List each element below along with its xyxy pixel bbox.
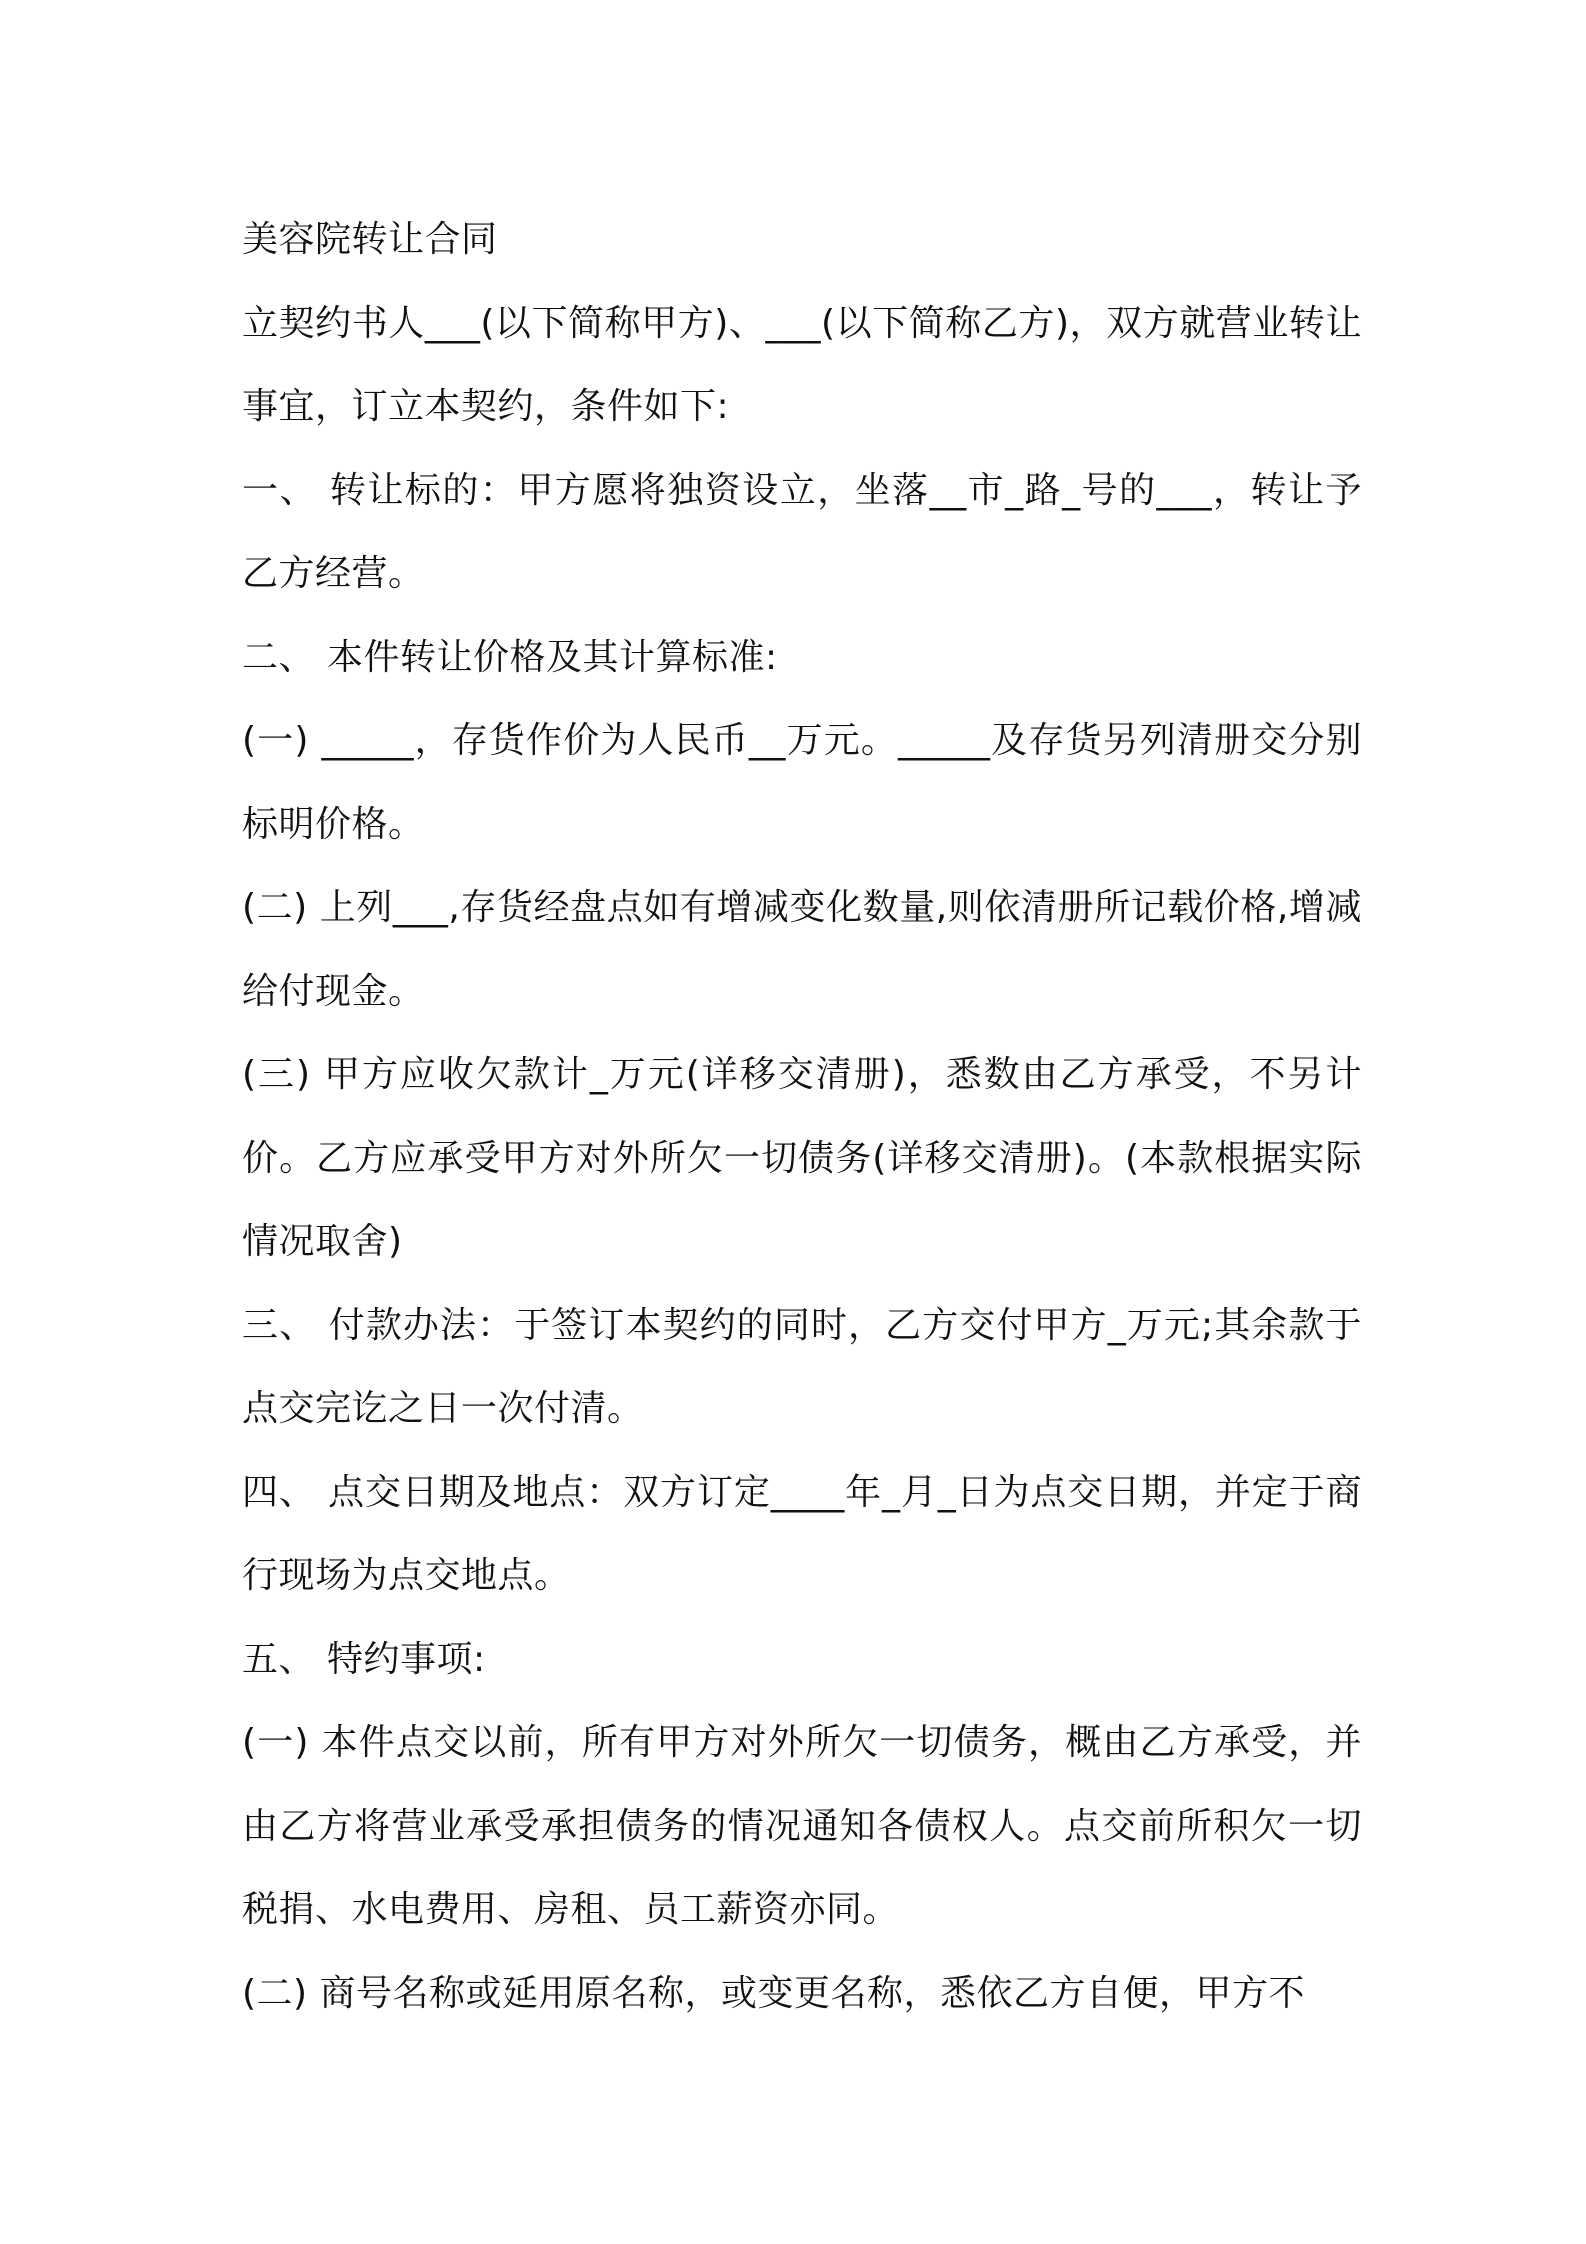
- clause-2-item-2: (二) 上列___,存货经盘点如有增减变化数量,则依清册所记载价格,增减给付现金。: [242, 887, 1362, 1012]
- document-title: 美容院转让合同: [242, 219, 498, 260]
- clause-5-item-1: (一) 本件点交以前，所有甲方对外所欠一切债务，概由乙方承受，并由乙方将营业承受承担债务的情况通知各债权人。点交前所积欠一切税捐、水电费用、房租、员工薪资亦同。: [242, 1722, 1362, 1930]
- intro-paragraph: 立契约书人___(以下简称甲方)、___(以下简称乙方)，双方就营业转让事宜，订立本契约，条件如下:: [242, 302, 1362, 427]
- clause-5: 五、 特约事项:: [242, 1638, 486, 1680]
- clause-5-item-2: (二) 商号名称或延用原名称，或变更名称，悉依乙方自便，甲方不: [242, 1972, 1306, 2014]
- clause-1: 一、 转让标的：甲方愿将独资设立，坐落__市_路_号的___，转让予乙方经营。: [242, 469, 1362, 594]
- document-body: [242, 198, 1362, 2035]
- clause-3: 三、 付款办法：于签订本契约的同时，乙方交付甲方_万元;其余款于点交完讫之日一次付清。: [242, 1304, 1362, 1429]
- clause-2-item-3: (三) 甲方应收欠款计_万元(详移交清册)，悉数由乙方承受，不另计价。乙方应承受甲方对外所欠一切债务(详移交清册)。(本款根据实际情况取舍): [242, 1054, 1362, 1262]
- clause-4: 四、 点交日期及地点：双方订定____年_月_日为点交日期，并定于商行现场为点交地点。: [242, 1471, 1362, 1596]
- clause-2-item-1: (一) _____，存货作价为人民币__万元。_____及存货另列清册交分别标明价格。: [242, 720, 1362, 845]
- clause-2: 二、 本件转让价格及其计算标准:: [242, 636, 778, 678]
